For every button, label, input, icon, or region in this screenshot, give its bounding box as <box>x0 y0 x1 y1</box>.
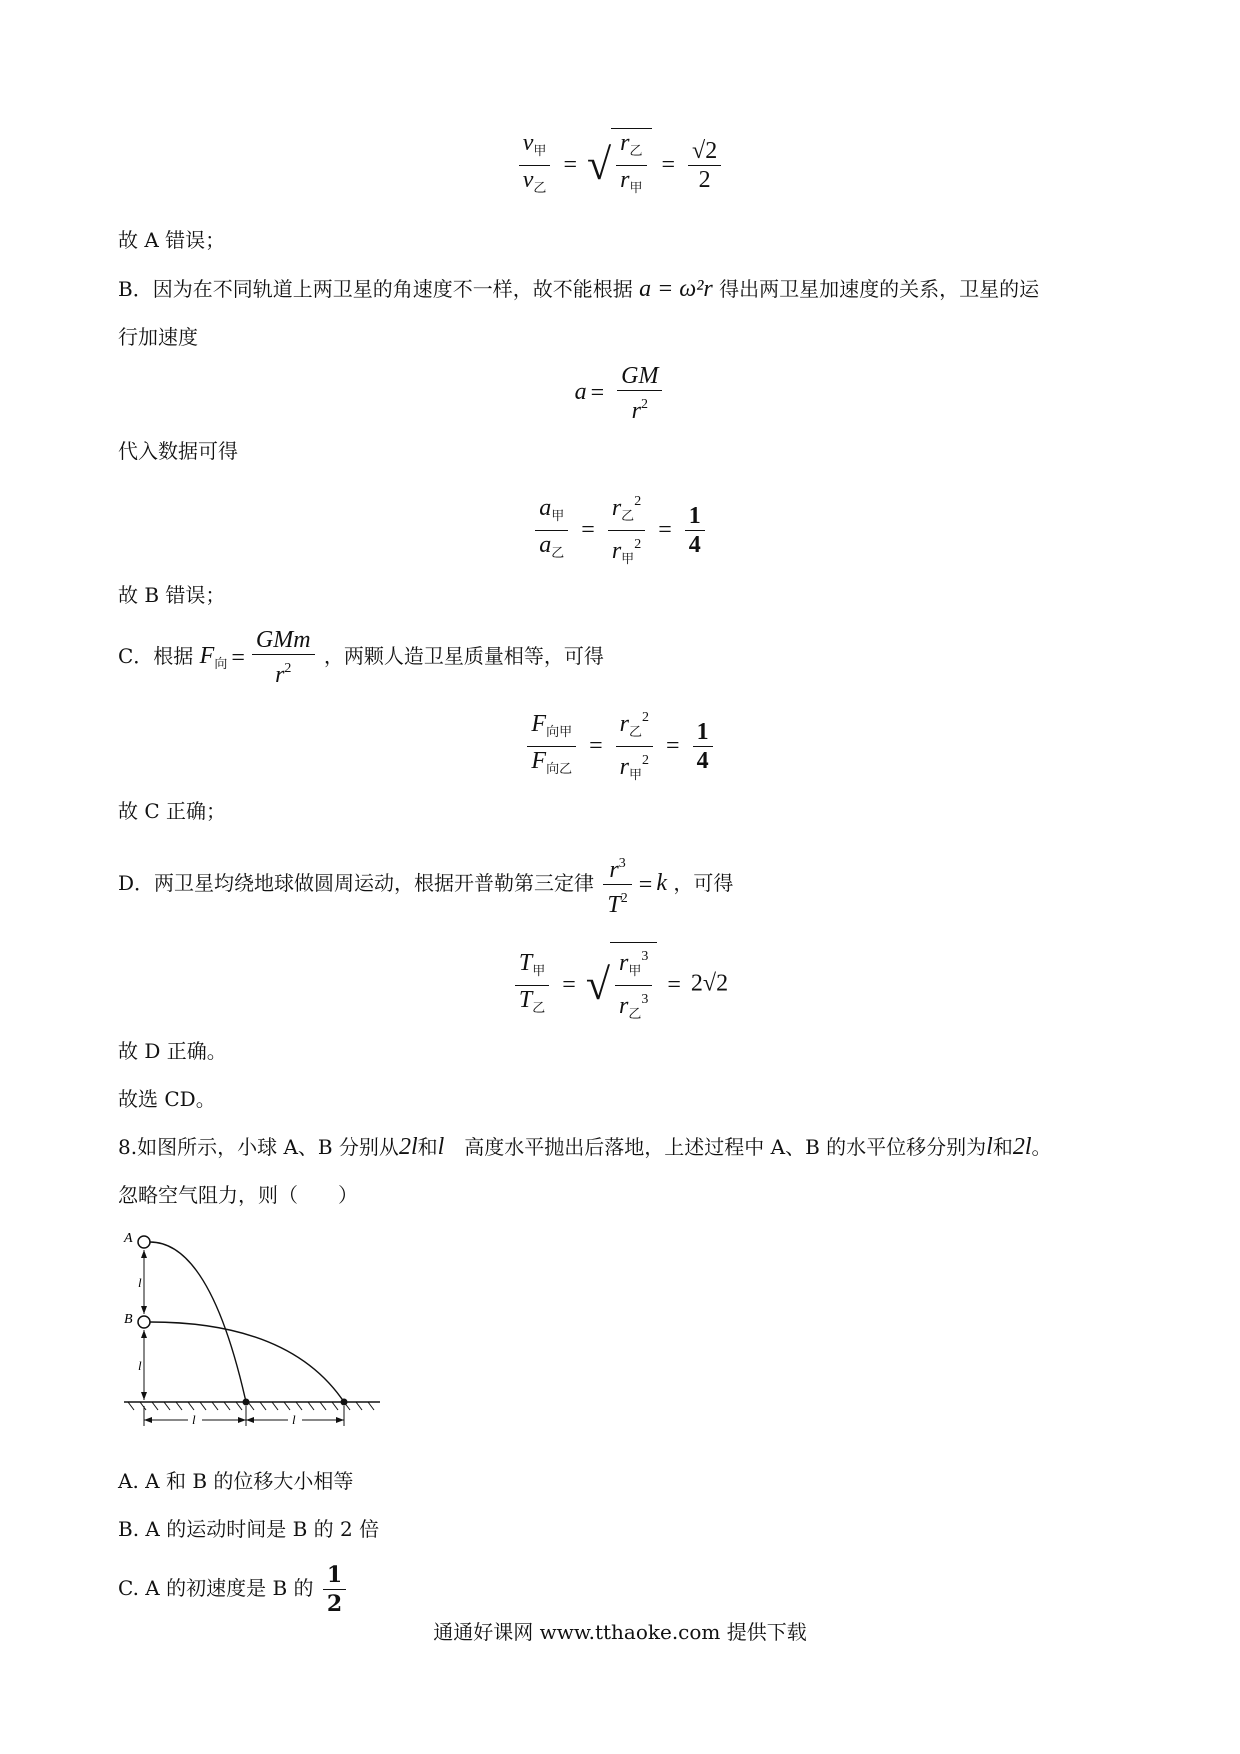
label-b: B <box>124 1312 133 1327</box>
question-8-line1: 8.如图所示，小球 A、B 分别从2l和l 高度水平抛出后落地，上述过程中 A、B 的水平位移分别为l和2l。 <box>118 1134 1052 1160</box>
text-choose: 故选 CD。 <box>118 1087 216 1111</box>
text-c-line: C．根据 $F_向$ = $\frac{\text{GMm}}{r^2}$ ，两颗人造卫星质量相等，可得 <box>118 627 604 688</box>
projectile-figure <box>120 1230 390 1445</box>
trajectory-b <box>150 1322 344 1402</box>
text-d-line: D．两卫星均绕地球做圆周运动，根据开普勒第三定律 $\frac{r^3}{T^2}$ = k ，可得 <box>118 850 733 919</box>
label-l-lower: l <box>138 1358 142 1373</box>
equation-acceleration: a = $\frac{GM}{r^2}$ <box>0 362 1240 425</box>
question-8-line2: 忽略空气阻力，则（ ） <box>118 1183 358 1207</box>
text-b-line2: 行加速度 <box>118 325 198 349</box>
label-l-ground-left: l <box>192 1412 196 1427</box>
option-a: A. A 和 B 的位移大小相等 <box>118 1469 354 1493</box>
text-d-right: 故 D 正确。 <box>118 1039 227 1063</box>
text-b-wrong: 故 B 错误； <box>118 583 226 607</box>
landing-a <box>243 1399 250 1406</box>
ball-a <box>138 1236 150 1248</box>
equation-force-ratio: $\frac{F_{向甲}}{F_{向乙}}$ = $\frac{r_乙^2}{r_甲^2}$ = $\frac{1}{4}$ <box>0 704 1240 789</box>
option-b: B. A 的运动时间是 B 的 2 倍 <box>118 1517 380 1541</box>
equation-acceleration-ratio: $\frac{a_甲}{a_乙}$ = $\frac{r_乙^2}{r_甲^2}$ = $\frac{1}{4}$ <box>0 488 1240 573</box>
equation-velocity-ratio: $\frac{v_甲}{v_乙}$ = √ $\frac{r_乙}{r_甲}$ = $\frac{√2}{2}$ <box>0 128 1240 202</box>
landing-b <box>341 1399 348 1406</box>
equation-period-ratio: $\frac{T_甲}{T_乙}$ = √ $\frac{r_甲^3}{r_乙^3}$ = 2√2 <box>0 942 1240 1028</box>
text-b-line1: B．因为在不同轨道上两卫星的角速度不一样，故不能根据 a = ω²r 得出两卫星加速度的关系，卫星的运 <box>118 276 1040 302</box>
ball-b <box>138 1316 150 1328</box>
text-c-right: 故 C 正确； <box>118 799 227 823</box>
label-l-upper: l <box>138 1275 142 1290</box>
ground-hatch <box>128 1402 374 1410</box>
option-c: C. A 的初速度是 B 的 $\frac{1}{2}$ <box>118 1560 349 1618</box>
text-substitute: 代入数据可得 <box>118 439 238 463</box>
label-l-ground-right: l <box>292 1412 296 1427</box>
page-footer: 通通好课网 www.tthaoke.com 提供下载 <box>433 1620 807 1644</box>
label-a: A <box>124 1231 133 1246</box>
text-a-wrong: 故 A 错误； <box>118 228 226 252</box>
